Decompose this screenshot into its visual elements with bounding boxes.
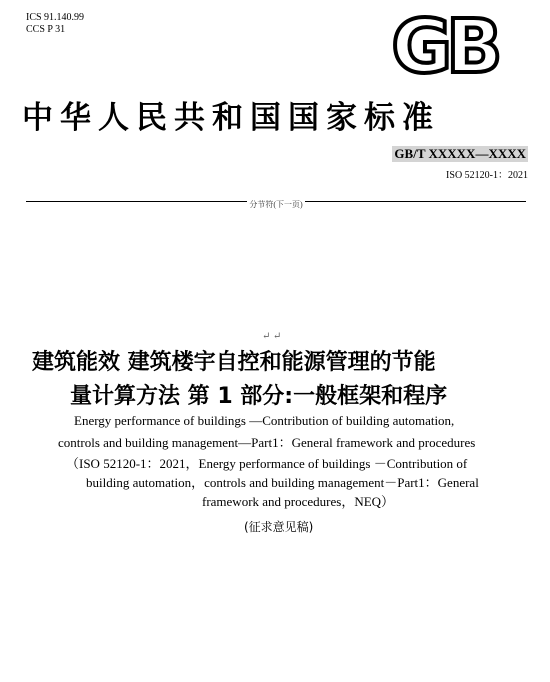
section-break-label: 分节符(下一页) bbox=[249, 200, 303, 209]
national-standard-title: 中华人民共和国国家标准 bbox=[22, 100, 440, 136]
gb-logo-text: GB bbox=[391, 8, 497, 80]
gb-logo bbox=[382, 8, 506, 80]
section-break-note bbox=[26, 199, 526, 210]
iso-equivalence-line2: building automation，controls and building management－Part1：General bbox=[86, 475, 479, 490]
document-title-en-line2: controls and building management—Part1：General framework and procedures bbox=[58, 435, 476, 450]
standard-number: GB/T XXXXX—XXXX bbox=[394, 146, 526, 161]
document-title-zh-line2: 量计算方法 第 1 部分:一般框架和程序 bbox=[70, 384, 448, 409]
ccs-code: CCS P 31 bbox=[26, 24, 66, 35]
document-title-zh-line1: 建筑能效 建筑楼宇自控和能源管理的节能 bbox=[32, 350, 436, 375]
document-title-en-line1: Energy performance of buildings —Contribution of building automation, bbox=[74, 413, 455, 428]
paragraph-marks: ↵ ↵ bbox=[262, 331, 282, 342]
iso-equivalence-line1: （ISO 52120-1：2021，Energy performance of buildings －Contribution of bbox=[66, 456, 468, 471]
ics-code: ICS 91.140.99 bbox=[26, 12, 85, 23]
iso-equivalence-line3: framework and procedures，NEQ） bbox=[202, 494, 395, 509]
iso-reference: ISO 52120-1：2021 bbox=[446, 170, 528, 181]
draft-status: (征求意见稿) bbox=[244, 520, 314, 534]
